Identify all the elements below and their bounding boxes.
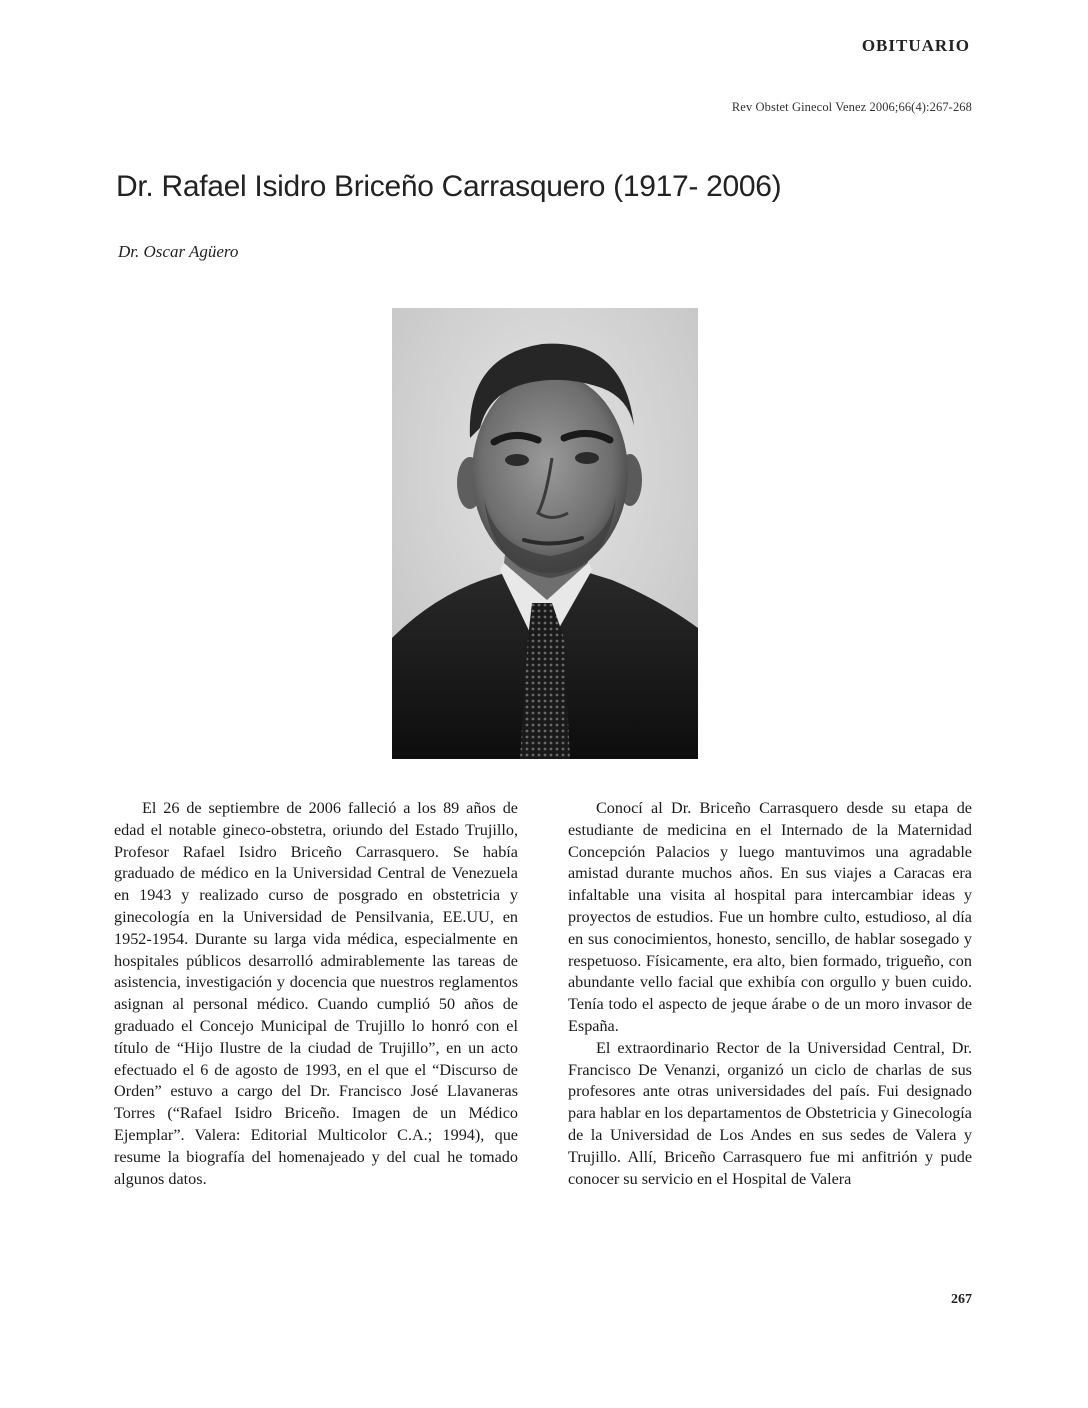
text-column-right bbox=[568, 798, 972, 1190]
body-paragraph: Conocí al Dr. Briceño Carrasquero desde su etapa de estudiante de medicina en el Internado de la Maternidad Concepción Palacios y luego mantuvimos una agradable amistad durante muchos años. En sus viajes a Caracas era infaltable una visita al hospital para intercambiar ideas y proyectos de estudios. Fue un hombre culto, estudioso, al día en sus conocimientos, honesto, sencillo, de hablar sosegado y respetuoso. Físicamente, era alto, bien formado, trigueño, con abundante vello facial que exhibía con orgullo y buen cuido. Tenía todo el aspecto de jeque árabe o de un moro invasor de España. bbox=[568, 799, 972, 1035]
text-column-left bbox=[114, 798, 518, 1190]
portrait-photo bbox=[392, 308, 698, 759]
body-paragraph: El extraordinario Rector de la Universidad Central, Dr. Francisco De Venanzi, organizó un ciclo de charlas de sus profesores ante otras universidades del país. Fui designado para hablar en los departamentos de Obstetricia y Ginecología de la Universidad de Los Andes en sus sedes de Valera y Trujillo. Allí, Briceño Carrasquero fue mi anfitrión y pude conocer su servicio en el Hospital de Valera bbox=[568, 1038, 972, 1188]
body-paragraph: El 26 de septiembre de 2006 falleció a los 89 años de edad el notable gineco-obstetra, oriundo del Estado Trujillo, Profesor Rafael Isidro Briceño Carrasquero. Se había graduado de médico en la Universidad Central de Venezuela en 1943 y realizado curso de posgrado en obstetricia y ginecología en la Universidad de Pensilvania, EE.UU, en 1952-1954. Durante su larga vida médica, especialmente en hospitales públicos desarrolló admirablemente las tareas de asistencia, investigación y docencia que nuestros reglamentos asignan al personal médico. Cuando cumplió 50 años de graduado el Concejo Municipal de Trujillo lo honró con el título de “Hijo Ilustre de la ciudad de Trujillo”, en un acto efectuado el 6 de agosto de 1993, en el que el “Discurso de Orden” estuvo a cargo del Dr. Francisco José Llavaneras Torres (“Rafael Isidro Briceño. Imagen de un Médico Ejemplar”. Valera: Editorial Multicolor C.A.; 1994), que resume la biografía del homenajeado y del cual he tomado algunos datos. bbox=[114, 799, 518, 1188]
journal-citation: Rev Obstet Ginecol Venez 2006;66(4):267-268 bbox=[731, 100, 972, 114]
section-label: OBITUARIO bbox=[861, 36, 970, 55]
page-number: 267 bbox=[951, 1292, 972, 1307]
article-author: Dr. Oscar Agüero bbox=[118, 242, 239, 261]
article-title: Dr. Rafael Isidro Briceño Carrasquero (1917- 2006) bbox=[116, 170, 782, 203]
